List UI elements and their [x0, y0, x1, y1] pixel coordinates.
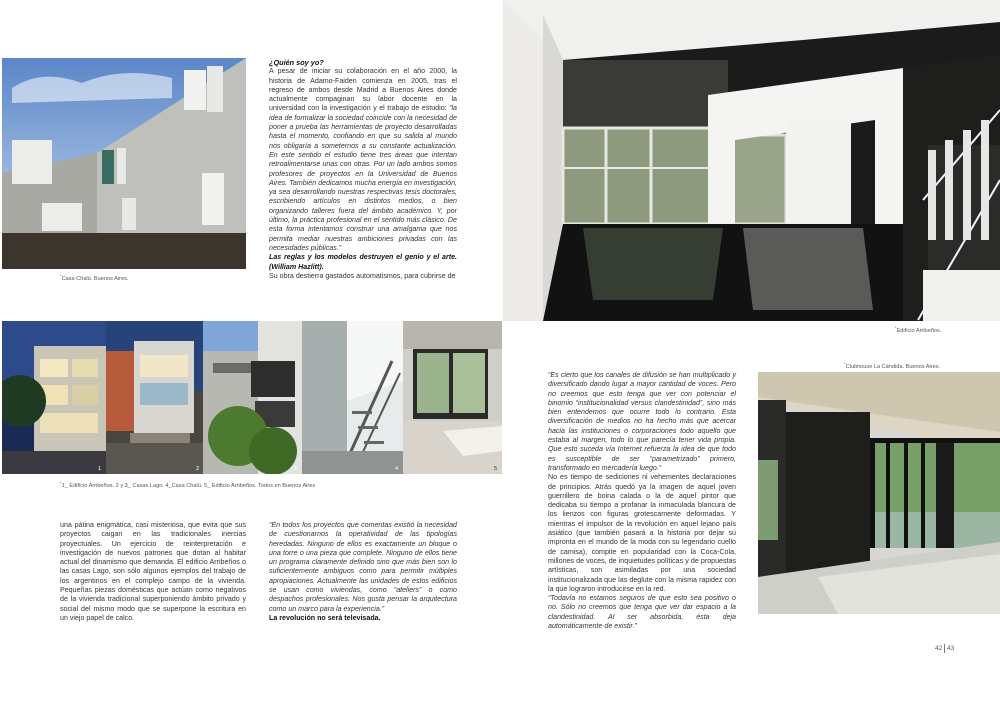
hero-photo-arribenos: [503, 0, 1000, 321]
right-body-text: No es tiempo de sediciones ni vehementes declaraciones de principios. Atrás quedó ya la imagen de aquel joven guerrillero de boina calada o la de aquel pintor que dedicaba su tiempo a profanar la inmaculada blancura de los lienzos con figuras grotescamente deformadas. Y mientras el impulsor de la revolución en aquel lejano país asiático (que también pasará a la historia por dejar su impronta en el mundo de la moda con su legendario cuello de camisa), compite en popularidad con la Coca-Cola, millones de voces, de inquietudes políticas y de propuestas artísticas, son asimiladas por una sociedad institucionalizada que las deglute con la misma rapidez con la que lograron introducirse en la red.: [548, 473, 736, 593]
strip-photo-3: [203, 321, 302, 474]
strip-number-2: 2: [196, 466, 200, 472]
right-closing-quote: “Todavía no estamos seguros de que esto sea positivo o no. Sólo no creemos que tenga que ver dar espacio a la clandestinidad. Al ser absorbida, ésta deja automáticamente de existir.”: [548, 594, 736, 631]
intro-quote: “la idea de formalizar la sociedad coincide con la necesidad de poner a prueba las herramientas de proyecto desarrolladas hasta el momento, confiando en que su salida al mundo nos obligaría a someternos a su constante actualización. En este sentido el estudio tiene tres áreas que intentan retroalimentarse unas con otras. Por un lado ambos somos profesores de proyectos en la Universidad de Buenos Aires. También dedicamos mucha energía en investigación, ya sea desarrollando nuestras respectivas tesis doctorales, escribiendo artículos en distintos medios, o bien organizando talleres fuera del ámbito académico. Y, por último, la práctica profesional en el sentido más clásico. De esta forma intentamos construir una amalgama que nos permita mediar nuestras ambiciones privadas con las necesidades públicas.”: [269, 104, 457, 252]
continued-text: Su obra destierra gastados automatismos, para cubrirse de: [269, 271, 456, 280]
page-number-left: 42: [935, 645, 943, 652]
page-number-right: 43: [947, 645, 955, 652]
hero-caption: *Edificio Arribeños.: [895, 325, 942, 334]
side-photo-clubhouse: [758, 372, 1000, 614]
intro-text: A pesar de iniciar su colaboración en el año 2000, la historia de Adamo-Faiden comienza en 2005, tras el regreso de ambos desde Madrid a Buenos Aires donde actualmente compaginan su labor docente en la universidad con la investigación y el trabajo de estudio:: [269, 67, 457, 113]
side-caption: *Clubhouse La Cándida. Buenos Aires.: [844, 361, 941, 370]
strip-photo-4: [302, 321, 403, 474]
page-number-divider: [944, 644, 945, 653]
intro-column: [269, 58, 457, 281]
photo-casa-chalu: [2, 58, 246, 269]
strip-caption: *1_ Edificio Arribeños. 2 y 3_ Casas Lago. 4_Casa Chalú. 5_ Edificio Arribeños. Todos en Buenos Aires: [60, 480, 316, 489]
strip-number-3: 3: [294, 466, 298, 472]
strip-number-4: 4: [395, 466, 399, 472]
pull-quote: Las reglas y los modelos destruyen el genio y el arte. (William Hazlitt).: [269, 253, 457, 271]
col2-bold: La revolución no será televisada.: [269, 613, 381, 622]
strip-number-5: 5: [494, 466, 498, 472]
lower-column-2: [269, 521, 457, 623]
photo-caption: *Casa Chalú. Buenos Aires.: [60, 273, 129, 282]
right-column: [548, 371, 736, 631]
section-heading: ¿Quién soy yo?: [269, 58, 324, 67]
lower-column-1: una pátina enigmática, casi misteriosa, que evita que sus proyectos caigan en las tradicionales inercias proyectuales. Un ejercicio de reinterpretación e investigación de nuevos patrones que dotan al habitar actual del dinamismo que demanda. El edificio Arribeños o las casas Lago, son sólo algunos ejemplos del trabajo de los argentinos en el complejo campo de la vivienda. Pequeñas piezas domésticas que actúan como negativos de la vivienda tradicional superponiendo ámbito privado y social del mismo modo que se superpone la escritura en un viejo papel de calco.: [60, 521, 246, 622]
right-quote: “Es cierto que los canales de difusión se han multiplicado y diversificado dando lugar a mayor cantidad de voces. Pero no creemos que esto tenga que ver con potenciar el binomio “institucionalidad versus clandestinidad”, sino más bien entendemos que ocurre todo lo contrario. Esta diversificación de medios no ha hecho más que acercar hacia las instituciones o corporaciones todo aquello que estaba al margen, todo lo que parecía tener vida propia. Que esto suceda vía Internet refuerza la idea de que todo es susceptible de ser “parametrizado” primero, transformado en mercadería luego.”: [548, 371, 736, 472]
strip-number-1: 1: [98, 466, 102, 472]
col2-quote: “En todos los proyectos que comentas existió la necesidad de cuestionarnos la operatividad de las tipologías heredadas. Ninguno de ellos es exactamente un bloque o una torre o una pieza que complete. Ninguno de ellos tiene un programa claramente definido sino que más bien son lo suficientemente ambiguos como para permitir múltiples apropiaciones. Actualmente las unidades de estos edificios se usan como viviendas, como “ateliers” o como despachos profesionales. Nos gusta pensar la arquitectura como un marco para la experiencia.”: [269, 521, 457, 613]
strip-photo-1: [2, 321, 106, 474]
strip-photo-2: [106, 321, 203, 474]
strip-photo-5: [403, 321, 502, 474]
